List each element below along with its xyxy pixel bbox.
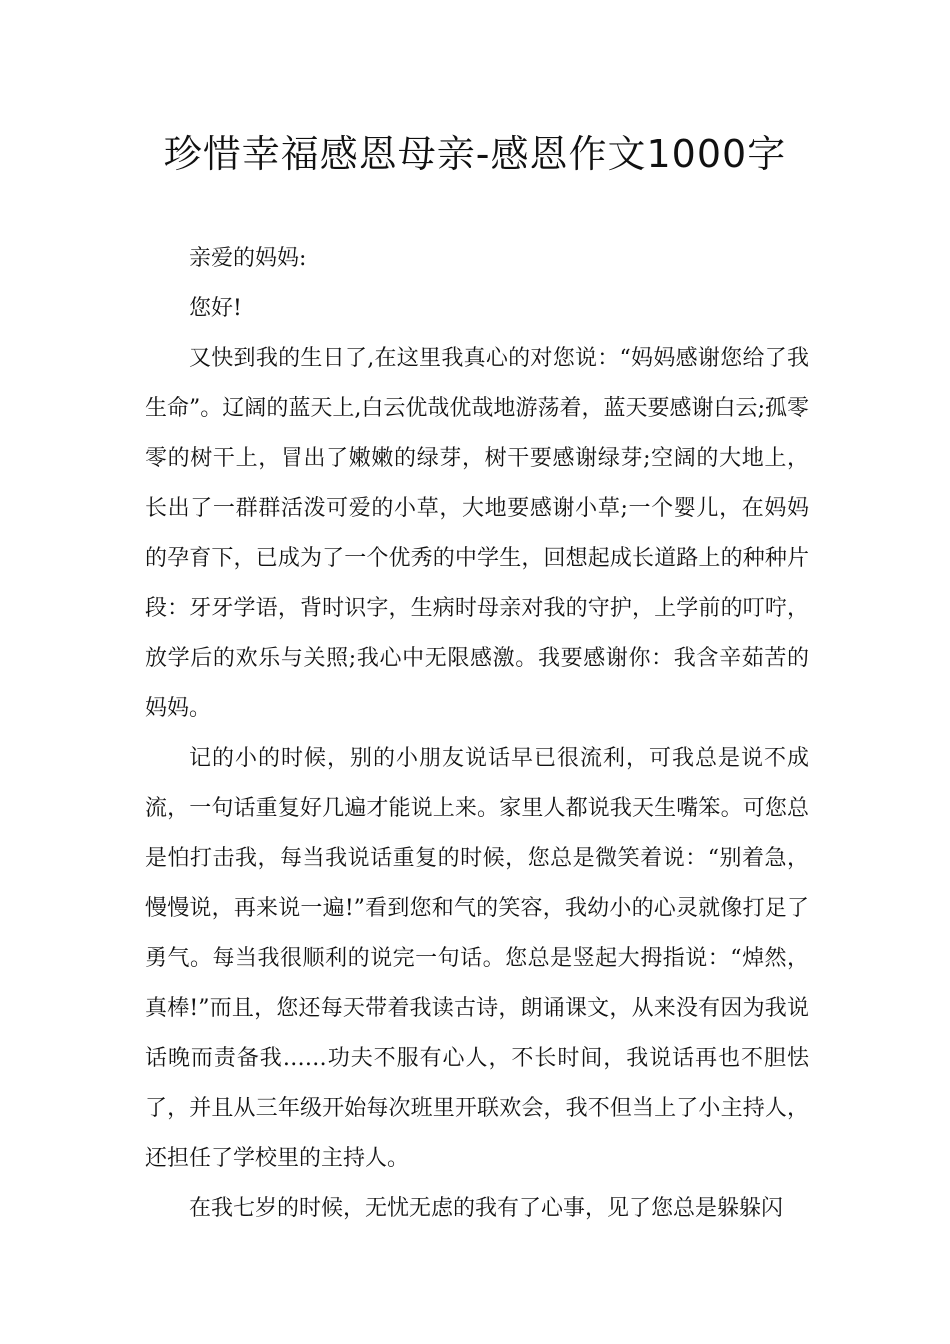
paragraph: 记的小的时候，别的小朋友说话早已很流利，可我总是说不成流，一句话重复好几遍才能说上来。家里人都说我天生嘴笨。可您总是怕打击我，每当我说话重复的时候，您总是微笑着说：“别着急，慢慢说，再来说一遍!”看到您和气的笑容，我幼小的心灵就像打足了勇气。每当我很顺利的说完一句话。您总是竖起大拇指说：“焯然，真棒!”而且，您还每天带着我读古诗，朗诵课文，从来没有因为我说话晚而责备我……功夫不服有心人，不长时间，我说话再也不胆怯了，并且从三年级开始每次班里开联欢会，我不但当上了小主持人，还担任了学校里的主持人。	[145, 746, 809, 1171]
paragraph: 又快到我的生日了,在这里我真心的对您说：“妈妈感谢您给了我生命”。辽阔的蓝天上,白云优哉优哉地游荡着，蓝天要感谢白云;孤零零的树干上，冒出了嫩嫩的绿芽，树干要感谢绿芽;空阔的大地上，长出了一群群活泼可爱的小草，大地要感谢小草;一个婴儿，在妈妈的孕育下，已成为了一个优秀的中学生，回想起成长道路上的种种片段：牙牙学语，背时识字，生病时母亲对我的守护，上学前的叮咛，放学后的欢乐与关照;我心中无限感激。我要感谢你：我含辛茹苦的妈妈。	[145, 346, 809, 721]
paragraph: 在我七岁的时候，无忧无虑的我有了心事，见了您总是躲躲闪	[189, 1196, 784, 1221]
document-title: 珍惜幸福感恩母亲-感恩作文1000字	[163, 132, 787, 176]
greeting: 您好!	[189, 296, 242, 321]
salutation: 亲爱的妈妈:	[189, 246, 307, 271]
document-body	[145, 234, 809, 1234]
